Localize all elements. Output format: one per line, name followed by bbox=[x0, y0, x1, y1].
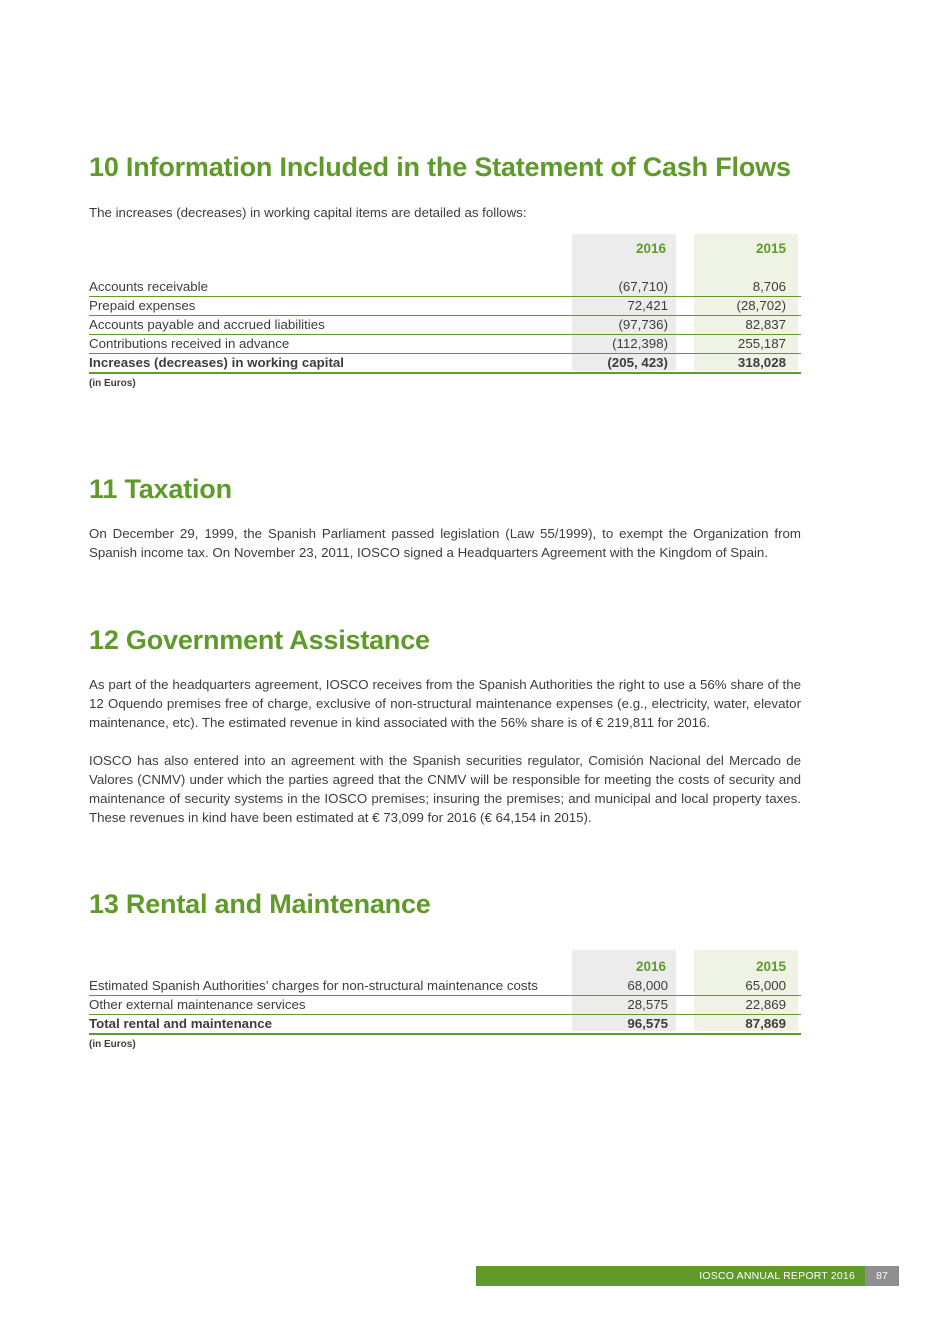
total-value-2015: 87,869 bbox=[745, 1016, 786, 1031]
row-value-2016: (97,736) bbox=[618, 317, 668, 332]
total-label: Increases (decreases) in working capital bbox=[89, 355, 344, 370]
row-label: Prepaid expenses bbox=[89, 298, 196, 313]
table-row bbox=[89, 278, 801, 297]
row-value-2016: (67,710) bbox=[618, 279, 668, 294]
column-header-2015: 2015 bbox=[755, 241, 786, 256]
row-label: Accounts payable and accrued liabilities bbox=[89, 317, 325, 332]
section-12-heading: 12 Government Assistance bbox=[89, 625, 430, 655]
section-11-paragraph: On December 29, 1999, the Spanish Parliament passed legislation (Law 55/1999), to exempt the Organization from Spanish income tax. On November 23, 2011, IOSCO signed a Headquarters Agreement with the Kingdom of Spain. bbox=[89, 526, 801, 560]
total-label: Total rental and maintenance bbox=[89, 1016, 272, 1031]
column-header-2016: 2016 bbox=[635, 241, 666, 256]
table-row bbox=[89, 335, 801, 354]
section-13-heading: 13 Rental and Maintenance bbox=[89, 889, 431, 919]
units-note: (in Euros) bbox=[89, 378, 136, 389]
column-header-2015: 2015 bbox=[755, 959, 786, 974]
row-label: Other external maintenance services bbox=[89, 997, 306, 1012]
section-10-intro: The increases (decreases) in working capital items are detailed as follows: bbox=[89, 205, 527, 220]
table-row bbox=[89, 996, 801, 1015]
rental-maintenance-table bbox=[89, 950, 801, 1034]
table-row bbox=[89, 316, 801, 335]
row-value-2015: (28,702) bbox=[736, 298, 786, 313]
row-label: Accounts receivable bbox=[89, 279, 208, 294]
section-11-heading: 11 Taxation bbox=[89, 474, 232, 504]
row-value-2015: 8,706 bbox=[752, 279, 786, 294]
total-value-2016: (205, 423) bbox=[607, 355, 668, 370]
row-value-2016: 72,421 bbox=[627, 298, 668, 313]
section-10-heading: 10 Information Included in the Statement of Cash Flows bbox=[89, 152, 791, 182]
row-value-2016: 68,000 bbox=[627, 978, 668, 993]
units-note: (in Euros) bbox=[89, 1039, 136, 1050]
section-12-paragraph-2: IOSCO has also entered into an agreement with the Spanish securities regulator, Comisión Nacional del Mercado de Valores (CNMV) under which the parties agreed that the CNMV will be responsible for meeting the costs of security and maintenance of security systems in the IOSCO premises; insuring the premises; and municipal and local property taxes. These revenues in kind have been estimated at € 73,099 for 2016 (€ 64,154 in 2015). bbox=[89, 753, 801, 825]
row-label: Estimated Spanish Authorities’ charges for non-structural maintenance costs bbox=[89, 978, 538, 993]
row-value-2015: 255,187 bbox=[737, 336, 786, 351]
total-divider bbox=[89, 1033, 801, 1035]
total-value-2016: 96,575 bbox=[627, 1016, 668, 1031]
section-12-paragraph-1: As part of the headquarters agreement, IOSCO receives from the Spanish Authorities the right to use a 56% share of the 12 Oquendo premises free of charge, exclusive of non-structural maintenance expenses (e.g., electricity, water, elevator maintenance, etc). The estimated revenue in kind associated with the 56% share is of € 219,811 for 2016. bbox=[89, 677, 801, 730]
table-row bbox=[89, 977, 801, 996]
total-divider bbox=[89, 372, 801, 374]
row-value-2015: 22,869 bbox=[745, 997, 786, 1012]
table-row bbox=[89, 297, 801, 316]
total-value-2015: 318,028 bbox=[737, 355, 786, 370]
row-value-2015: 65,000 bbox=[745, 978, 786, 993]
row-label: Contributions received in advance bbox=[89, 336, 290, 351]
column-header-2016: 2016 bbox=[635, 959, 666, 974]
row-value-2016: (112,398) bbox=[612, 336, 668, 351]
row-value-2016: 28,575 bbox=[627, 997, 668, 1012]
row-value-2015: 82,837 bbox=[745, 317, 786, 332]
page-number: 87 bbox=[865, 1266, 899, 1286]
footer-report-title: IOSCO ANNUAL REPORT 2016 bbox=[699, 1270, 855, 1282]
working-capital-table bbox=[89, 234, 801, 374]
table-total-row bbox=[89, 1015, 801, 1034]
table-total-row bbox=[89, 354, 801, 373]
footer-bar bbox=[476, 1266, 865, 1286]
